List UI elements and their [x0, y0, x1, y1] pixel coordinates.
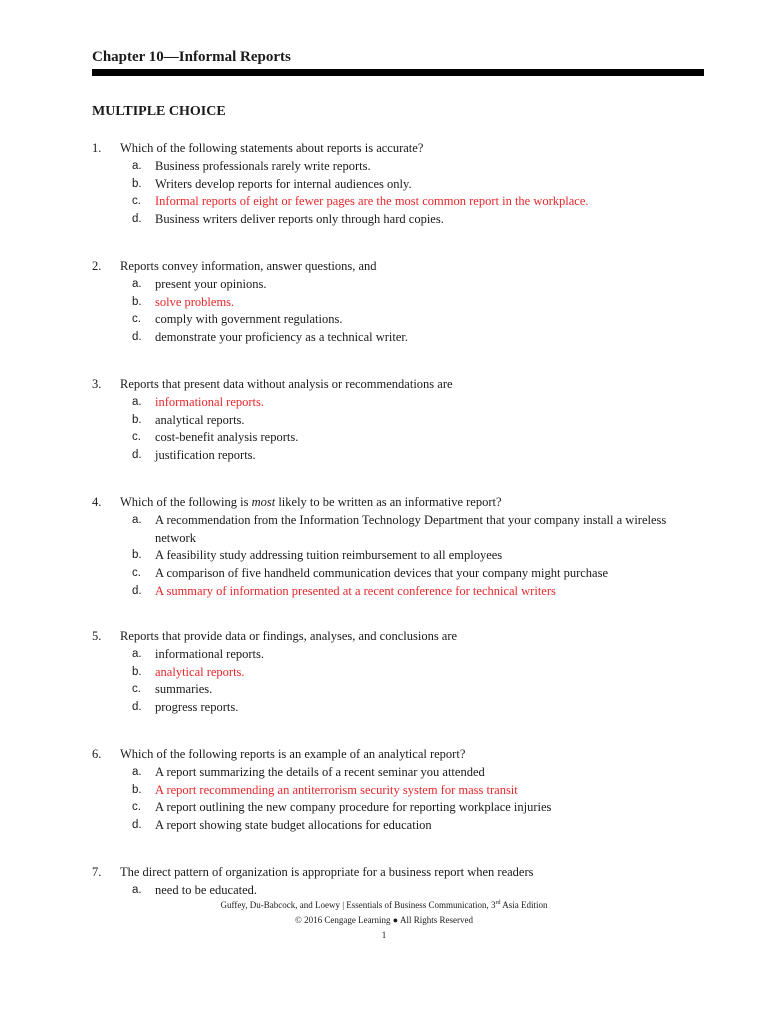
question-3	[92, 376, 692, 465]
section-heading: MULTIPLE CHOICE	[92, 104, 226, 119]
question-2	[92, 258, 692, 347]
option-letter: b.	[132, 665, 142, 678]
question-1	[92, 140, 692, 229]
answer-option	[92, 882, 692, 900]
option-text: progress reports.	[155, 700, 239, 715]
option-text: present your opinions.	[155, 276, 267, 291]
question-text: Which of the following is most likely to be written as an informative report?	[120, 495, 502, 509]
correct-answer-option	[92, 394, 692, 412]
question-text: The direct pattern of organization is appropriate for a business report when readers	[120, 865, 534, 879]
option-letter: b.	[132, 413, 142, 426]
option-text: A recommendation from the Information Technology Department that your company install a wireless network	[155, 512, 667, 545]
option-letter: b.	[132, 295, 142, 308]
page-number: 1	[381, 930, 387, 940]
option-text: A feasibility study addressing tuition reimbursement to all employees	[155, 548, 503, 563]
question-number: 2.	[92, 259, 102, 273]
correct-answer-option	[92, 193, 692, 211]
correct-answer-option	[92, 664, 692, 682]
question-number: 7.	[92, 865, 102, 879]
answer-option	[92, 447, 692, 465]
option-letter: b.	[132, 177, 142, 190]
option-letter: c.	[132, 313, 141, 326]
option-letter: d.	[132, 213, 142, 226]
option-text: comply with government regulations.	[155, 312, 343, 327]
answer-option	[92, 158, 692, 176]
option-letter: b.	[132, 783, 142, 796]
option-text: A report summarizing the details of a recent seminar you attended	[155, 764, 485, 779]
emphasis-text: most	[251, 495, 276, 509]
option-letter: a.	[132, 513, 142, 526]
footer-citation: Guffey, Du-Babcock, and Loewy | Essentials of Business Communication, 3rd Asia Edition	[220, 900, 548, 910]
option-letter: d.	[132, 584, 142, 597]
option-letter: c.	[132, 801, 141, 814]
option-text: Business writers deliver reports only through hard copies.	[155, 212, 444, 227]
question-text: Reports that provide data or findings, analyses, and conclusions are	[120, 629, 458, 643]
option-letter: a.	[132, 883, 142, 896]
option-text: summaries.	[155, 682, 213, 697]
answer-option	[92, 799, 692, 817]
option-text: Business professionals rarely write reports.	[155, 158, 371, 173]
option-letter: d.	[132, 819, 142, 832]
option-text: A summary of information presented at a recent conference for technical writers	[155, 583, 556, 598]
question-7	[92, 864, 692, 900]
option-letter: d.	[132, 449, 142, 462]
option-letter: a.	[132, 647, 142, 660]
option-text: informational reports.	[155, 646, 264, 661]
chapter-title: Chapter 10—Informal Reports	[92, 49, 291, 65]
option-letter: d.	[132, 331, 142, 344]
option-text: need to be educated.	[155, 882, 258, 897]
option-text: Writers develop reports for internal audiences only.	[155, 176, 412, 191]
question-5	[92, 628, 692, 717]
question-6	[92, 746, 692, 835]
answer-option	[92, 764, 692, 782]
option-letter: c.	[132, 195, 141, 208]
option-text: cost-benefit analysis reports.	[155, 430, 299, 445]
answer-option	[92, 681, 692, 699]
option-text: A report showing state budget allocations for education	[155, 818, 432, 833]
correct-answer-option	[92, 294, 692, 312]
answer-option	[92, 276, 692, 294]
answer-option	[92, 547, 692, 565]
answer-option	[92, 429, 692, 447]
option-text: solve problems.	[155, 294, 235, 309]
title-rule	[92, 69, 704, 76]
question-number: 4.	[92, 495, 102, 509]
option-letter: d.	[132, 701, 142, 714]
option-text: Informal reports of eight or fewer pages are the most common report in the workplace.	[155, 194, 589, 209]
answer-option	[92, 412, 692, 430]
question-text: Reports that present data without analysis or recommendations are	[120, 377, 453, 391]
correct-answer-option	[92, 583, 692, 601]
option-letter: a.	[132, 159, 142, 172]
question-text: Which of the following reports is an example of an analytical report?	[120, 747, 466, 761]
option-text: analytical reports.	[155, 664, 245, 679]
answer-option	[92, 817, 692, 835]
answer-option	[92, 699, 692, 717]
question-number: 5.	[92, 629, 102, 643]
option-text: A report recommending an antiterrorism security system for mass transit	[155, 782, 518, 797]
question-number: 3.	[92, 377, 102, 391]
option-letter: c.	[132, 683, 141, 696]
question-text: Reports convey information, answer questions, and	[120, 259, 377, 273]
answer-option	[92, 329, 692, 347]
correct-answer-option	[92, 782, 692, 800]
question-number: 6.	[92, 747, 102, 761]
answer-option	[92, 565, 692, 583]
option-text: justification reports.	[155, 448, 256, 463]
option-letter: c.	[132, 431, 141, 444]
footer-copyright: © 2016 Cengage Learning ● All Rights Reserved	[295, 915, 473, 925]
option-text: informational reports.	[155, 394, 264, 409]
answer-option	[92, 646, 692, 664]
answer-option	[92, 211, 692, 229]
option-letter: b.	[132, 549, 142, 562]
answer-option	[92, 311, 692, 329]
option-text: demonstrate your proficiency as a technical writer.	[155, 330, 409, 345]
answer-option	[92, 512, 692, 548]
option-letter: a.	[132, 277, 142, 290]
answer-option	[92, 176, 692, 194]
option-text: analytical reports.	[155, 412, 245, 427]
question-text: Which of the following statements about reports is accurate?	[120, 141, 424, 155]
option-letter: a.	[132, 765, 142, 778]
option-letter: a.	[132, 395, 142, 408]
question-number: 1.	[92, 141, 102, 155]
option-text: A comparison of five handheld communication devices that your company might purchase	[155, 566, 609, 581]
option-text: A report outlining the new company procedure for reporting workplace injuries	[155, 800, 552, 815]
option-letter: c.	[132, 567, 141, 580]
question-4	[92, 494, 692, 601]
